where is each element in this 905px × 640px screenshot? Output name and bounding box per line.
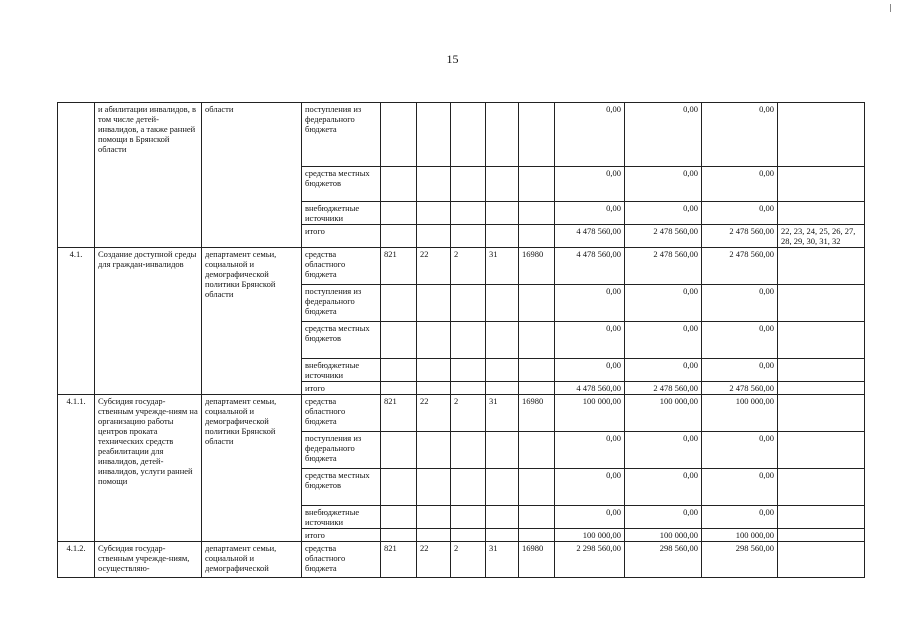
- amount-cell-3: 2 478 560,00: [702, 225, 778, 248]
- amount-cell-2: 0,00: [625, 359, 702, 382]
- code-cell: [486, 322, 519, 359]
- code-cell: [486, 167, 519, 202]
- code-cell: [417, 432, 451, 469]
- amount-cell-1: 0,00: [555, 359, 625, 382]
- funding-source-cell: средства областного бюджета: [302, 542, 381, 578]
- code-cell: [417, 225, 451, 248]
- amount-cell-2: 0,00: [625, 322, 702, 359]
- amount-cell-3: 0,00: [702, 359, 778, 382]
- executor-cell: департамент семьи, социальной и демографической политики Брянской области: [202, 248, 302, 395]
- code-cell: [519, 432, 555, 469]
- code-cell: [451, 469, 486, 506]
- amount-cell-3: 298 560,00: [702, 542, 778, 578]
- code-cell: [381, 529, 417, 542]
- code-cell: [417, 322, 451, 359]
- result-refs-cell: [778, 359, 865, 382]
- amount-cell-1: 100 000,00: [555, 529, 625, 542]
- result-refs-cell: [778, 285, 865, 322]
- amount-cell-2: 0,00: [625, 469, 702, 506]
- code-cell: [486, 285, 519, 322]
- funding-source-cell: итого: [302, 225, 381, 248]
- code-cell: 31: [486, 248, 519, 285]
- code-cell: [417, 506, 451, 529]
- code-cell: [519, 225, 555, 248]
- code-cell: [486, 202, 519, 225]
- code-cell: [519, 103, 555, 167]
- funding-source-cell: поступления из федерального бюджета: [302, 432, 381, 469]
- funding-source-cell: итого: [302, 382, 381, 395]
- amount-cell-2: 0,00: [625, 432, 702, 469]
- code-cell: [417, 167, 451, 202]
- code-cell: 31: [486, 395, 519, 432]
- code-cell: [381, 285, 417, 322]
- executor-cell: области: [202, 103, 302, 248]
- scan-edge-mark: [890, 4, 891, 12]
- result-refs-cell: [778, 103, 865, 167]
- code-cell: 821: [381, 395, 417, 432]
- result-refs-cell: 22, 23, 24, 25, 26, 27, 28, 29, 30, 31, 32: [778, 225, 865, 248]
- code-cell: 31: [486, 542, 519, 578]
- code-cell: [519, 202, 555, 225]
- code-cell: [486, 529, 519, 542]
- code-cell: [381, 202, 417, 225]
- code-cell: [381, 432, 417, 469]
- result-refs-cell: [778, 167, 865, 202]
- code-cell: 22: [417, 542, 451, 578]
- code-cell: [519, 285, 555, 322]
- amount-cell-2: 2 478 560,00: [625, 225, 702, 248]
- amount-cell-2: 100 000,00: [625, 395, 702, 432]
- code-cell: 16980: [519, 542, 555, 578]
- item-index-cell: 4.1.1.: [58, 395, 95, 542]
- amount-cell-1: 4 478 560,00: [555, 382, 625, 395]
- code-cell: [381, 382, 417, 395]
- executor-cell: департамент семьи, социальной и демографической: [202, 542, 302, 578]
- code-cell: [451, 103, 486, 167]
- item-name-cell: Субсидия государ-ственным учрежде-ниям, осуществляю-: [95, 542, 202, 578]
- amount-cell-3: 0,00: [702, 432, 778, 469]
- code-cell: 2: [451, 542, 486, 578]
- item-name-cell: Создание доступной среды для граждан-инвалидов: [95, 248, 202, 395]
- code-cell: [451, 359, 486, 382]
- code-cell: [486, 103, 519, 167]
- code-cell: 16980: [519, 248, 555, 285]
- code-cell: [486, 225, 519, 248]
- table-row: [58, 248, 865, 285]
- amount-cell-1: 0,00: [555, 202, 625, 225]
- amount-cell-1: 100 000,00: [555, 395, 625, 432]
- amount-cell-2: 0,00: [625, 103, 702, 167]
- amount-cell-3: 100 000,00: [702, 529, 778, 542]
- funding-source-cell: внебюджетные источники: [302, 359, 381, 382]
- item-index-cell: [58, 103, 95, 248]
- amount-cell-2: 0,00: [625, 167, 702, 202]
- code-cell: 821: [381, 542, 417, 578]
- amount-cell-3: 0,00: [702, 103, 778, 167]
- code-cell: [451, 382, 486, 395]
- result-refs-cell: [778, 322, 865, 359]
- code-cell: [417, 285, 451, 322]
- code-cell: [417, 529, 451, 542]
- amount-cell-3: 0,00: [702, 322, 778, 359]
- amount-cell-2: 298 560,00: [625, 542, 702, 578]
- amount-cell-3: 0,00: [702, 202, 778, 225]
- code-cell: [381, 167, 417, 202]
- funding-source-cell: средства областного бюджета: [302, 248, 381, 285]
- amount-cell-2: 0,00: [625, 285, 702, 322]
- code-cell: [451, 506, 486, 529]
- funding-source-cell: средства местных бюджетов: [302, 167, 381, 202]
- funding-source-cell: внебюджетные источники: [302, 202, 381, 225]
- code-cell: [417, 359, 451, 382]
- amount-cell-3: 100 000,00: [702, 395, 778, 432]
- amount-cell-1: 0,00: [555, 103, 625, 167]
- funding-source-cell: поступления из федерального бюджета: [302, 285, 381, 322]
- item-index-cell: 4.1.: [58, 248, 95, 395]
- code-cell: [519, 529, 555, 542]
- code-cell: [451, 529, 486, 542]
- code-cell: [381, 103, 417, 167]
- code-cell: [451, 167, 486, 202]
- result-refs-cell: [778, 529, 865, 542]
- amount-cell-3: 2 478 560,00: [702, 248, 778, 285]
- code-cell: [519, 469, 555, 506]
- code-cell: [519, 167, 555, 202]
- amount-cell-2: 0,00: [625, 506, 702, 529]
- result-refs-cell: [778, 202, 865, 225]
- code-cell: [381, 359, 417, 382]
- code-cell: [486, 469, 519, 506]
- table-row: [58, 395, 865, 432]
- code-cell: [381, 506, 417, 529]
- code-cell: 22: [417, 248, 451, 285]
- funding-source-cell: средства местных бюджетов: [302, 322, 381, 359]
- amount-cell-1: 0,00: [555, 506, 625, 529]
- code-cell: [486, 359, 519, 382]
- code-cell: 2: [451, 395, 486, 432]
- result-refs-cell: [778, 469, 865, 506]
- item-index-cell: 4.1.2.: [58, 542, 95, 578]
- budget-table: [57, 102, 865, 578]
- code-cell: 2: [451, 248, 486, 285]
- amount-cell-2: 2 478 560,00: [625, 382, 702, 395]
- amount-cell-2: 2 478 560,00: [625, 248, 702, 285]
- funding-source-cell: внебюджетные источники: [302, 506, 381, 529]
- result-refs-cell: [778, 382, 865, 395]
- result-refs-cell: [778, 506, 865, 529]
- funding-source-cell: средства местных бюджетов: [302, 469, 381, 506]
- executor-cell: департамент семьи, социальной и демографической политики Брянской области: [202, 395, 302, 542]
- code-cell: 22: [417, 395, 451, 432]
- code-cell: [381, 469, 417, 506]
- code-cell: [451, 285, 486, 322]
- code-cell: [381, 322, 417, 359]
- code-cell: [486, 506, 519, 529]
- table-row: [58, 542, 865, 578]
- code-cell: [417, 103, 451, 167]
- code-cell: [417, 202, 451, 225]
- result-refs-cell: [778, 542, 865, 578]
- amount-cell-1: 0,00: [555, 167, 625, 202]
- amount-cell-3: 2 478 560,00: [702, 382, 778, 395]
- code-cell: [486, 432, 519, 469]
- amount-cell-1: 0,00: [555, 285, 625, 322]
- code-cell: [486, 382, 519, 395]
- code-cell: [519, 382, 555, 395]
- amount-cell-1: 0,00: [555, 322, 625, 359]
- item-name-cell: Субсидия государ-ственным учрежде-ниям на организацию работы центров проката технических средств реабилитации для инвалидов, детей-инвалидов, услуги ранней помощи: [95, 395, 202, 542]
- funding-source-cell: итого: [302, 529, 381, 542]
- code-cell: 16980: [519, 395, 555, 432]
- result-refs-cell: [778, 432, 865, 469]
- amount-cell-3: 0,00: [702, 469, 778, 506]
- amount-cell-2: 100 000,00: [625, 529, 702, 542]
- page-number: 15: [446, 52, 459, 66]
- amount-cell-1: 0,00: [555, 432, 625, 469]
- code-cell: [381, 225, 417, 248]
- amount-cell-1: 4 478 560,00: [555, 225, 625, 248]
- code-cell: [451, 225, 486, 248]
- funding-source-cell: поступления из федерального бюджета: [302, 103, 381, 167]
- code-cell: [451, 322, 486, 359]
- amount-cell-3: 0,00: [702, 506, 778, 529]
- code-cell: [451, 202, 486, 225]
- amount-cell-1: 2 298 560,00: [555, 542, 625, 578]
- table-row: [58, 103, 865, 167]
- code-cell: [451, 432, 486, 469]
- code-cell: [519, 359, 555, 382]
- amount-cell-1: 0,00: [555, 469, 625, 506]
- code-cell: [519, 322, 555, 359]
- code-cell: [519, 506, 555, 529]
- result-refs-cell: [778, 248, 865, 285]
- amount-cell-3: 0,00: [702, 167, 778, 202]
- code-cell: [417, 469, 451, 506]
- amount-cell-2: 0,00: [625, 202, 702, 225]
- result-refs-cell: [778, 395, 865, 432]
- code-cell: 821: [381, 248, 417, 285]
- funding-source-cell: средства областного бюджета: [302, 395, 381, 432]
- code-cell: [417, 382, 451, 395]
- item-name-cell: и абилитации инвалидов, в том числе детей-инвалидов, а также ранней помощи в Брянской области: [95, 103, 202, 248]
- amount-cell-3: 0,00: [702, 285, 778, 322]
- amount-cell-1: 4 478 560,00: [555, 248, 625, 285]
